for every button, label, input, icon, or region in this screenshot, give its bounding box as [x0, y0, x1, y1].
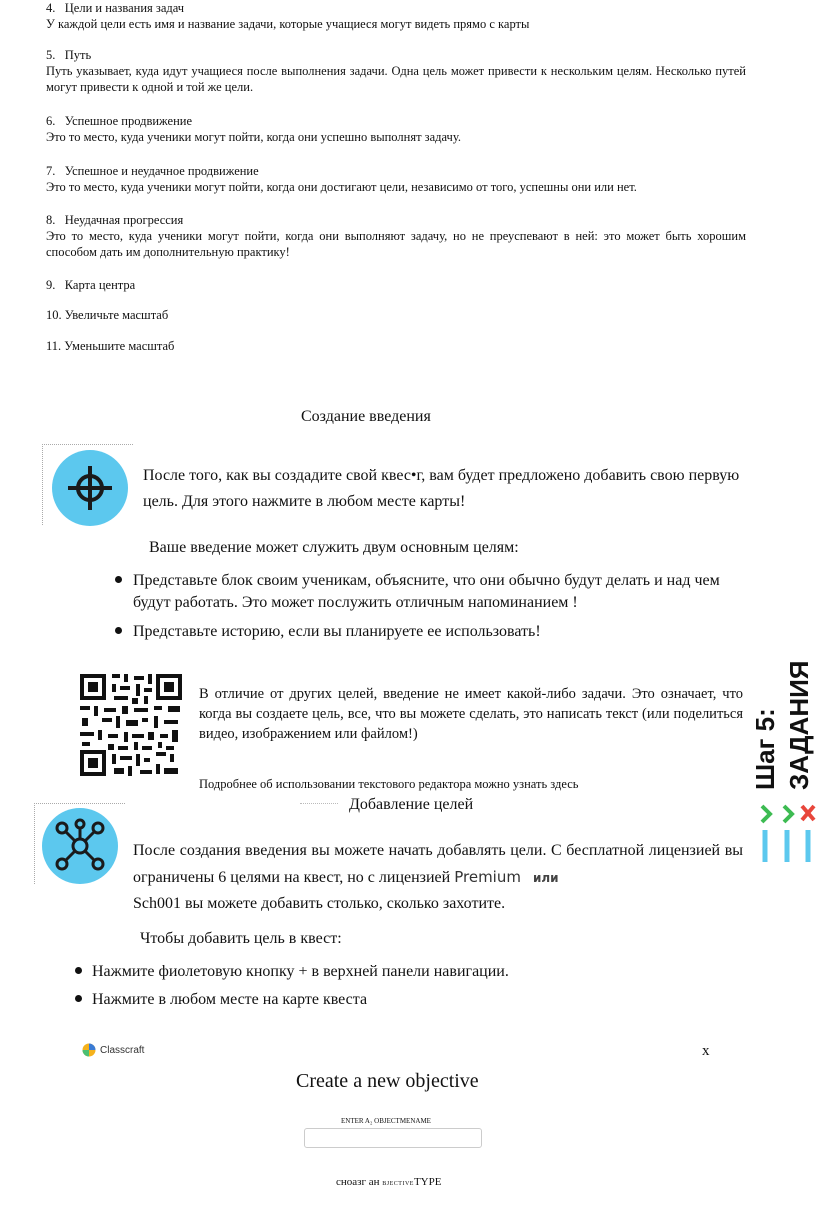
list-item: 6. Успешное продвижение Это то место, куда ученики могут пойти, когда они успешно выполнят задачу. — [46, 114, 461, 144]
qr-code[interactable] — [78, 672, 184, 778]
bullet-dot — [75, 995, 82, 1002]
status-icons — [758, 802, 816, 864]
objective-type-label: сноазг ан ВJECTIVETYPE — [336, 1176, 442, 1188]
intro-text: После того, как вы создадите свой квес•г, вам будет предложено добавить свою первую цель. Для этого нажмите в любом месте карты! — [143, 467, 740, 510]
qr-description: В отличие от других целей, введение не имеет какой-либо задачи. Это означает, что когда вы создаете цель, все, что вы можете сделать, это написать текст (или поделиться видео, изображением или файлом!) — [199, 686, 743, 742]
divider — [300, 803, 338, 804]
side-title-line1: Шаг 5: — [752, 708, 780, 790]
side-title-line2: ЗАДАНИЯ — [784, 660, 814, 790]
bullet-dot — [115, 576, 122, 583]
list-item: 7. Успешное и неудачное продвижение Это то место, куда ученики могут пойти, когда они достигают цели, независимо от того, успешны они или нет. — [46, 164, 637, 194]
close-icon[interactable]: x — [702, 1043, 710, 1059]
list-item: 11. Уменьшите масштаб — [46, 339, 175, 353]
bullet-dot — [115, 627, 122, 634]
list-item: 9. Карта центра — [46, 278, 136, 292]
field-label: ENTER A₂ OBJECTMENAME — [341, 1117, 431, 1125]
intro-heading: Создание введения — [301, 408, 431, 425]
dialog-title: Create a new objective — [296, 1070, 479, 1092]
more-link[interactable]: Подробнее об использовании текстового редактора можно узнать здесь — [199, 777, 579, 791]
list-item: 8. Неудачная прогрессия Это то место, куда ученики могут пойти, когда они выполняют задачу, но не преуспевают в ней: это может быть хорошим способом дать им дополнительную практику! — [46, 213, 746, 259]
list-item: 4. Цели и названия задач У каждой цели есть имя и название задачи, которые учащиеся могут видеть прямо с карты — [46, 1, 530, 31]
classcraft-logo-icon — [82, 1043, 96, 1057]
objectives-to-add: Чтобы добавить цель в квест: — [140, 930, 342, 947]
premium-label: Premium — [454, 868, 521, 886]
crosshair-icon — [52, 450, 128, 526]
objectives-bullet: Нажмите фиолетовую кнопку + в верхней панели навигации. — [92, 963, 509, 980]
bullet-dot — [75, 967, 82, 974]
brand-logo: Classcraft — [82, 1043, 144, 1057]
intro-bullet: Представьте историю, если вы планируете ее использовать! — [133, 623, 541, 640]
objectives-text: После создания введения вы можете начать добавлять цели. С бесплатной лицензией вы ограничены 6 целями на квест, но с лицензией Premium или Sch001 вы можете добавить столько, сколько захотите. — [133, 842, 743, 912]
step-side-title — [752, 650, 816, 800]
list-item: 10. Увеличьте масштаб — [46, 308, 169, 322]
objectives-heading: Добавление целей — [349, 796, 474, 813]
intro-bullet: Представьте блок своим ученикам, объясните, что они обычно будут делать и над чем будут работать. Это может послужить отличным напоминанием ! — [133, 572, 720, 611]
intro-purpose: Ваше введение может служить двум основным целям: — [149, 539, 519, 556]
list-item: 5. Путь Путь указывает, куда идут учащиеся после выполнения задачи. Одна цель может привести к нескольким целям. Несколько путей могут привести к одной и той же цели. — [46, 48, 746, 94]
network-icon — [42, 808, 118, 884]
objective-name-input[interactable] — [304, 1128, 482, 1148]
objectives-bullet: Нажмите в любом месте на карте квеста — [92, 991, 368, 1008]
